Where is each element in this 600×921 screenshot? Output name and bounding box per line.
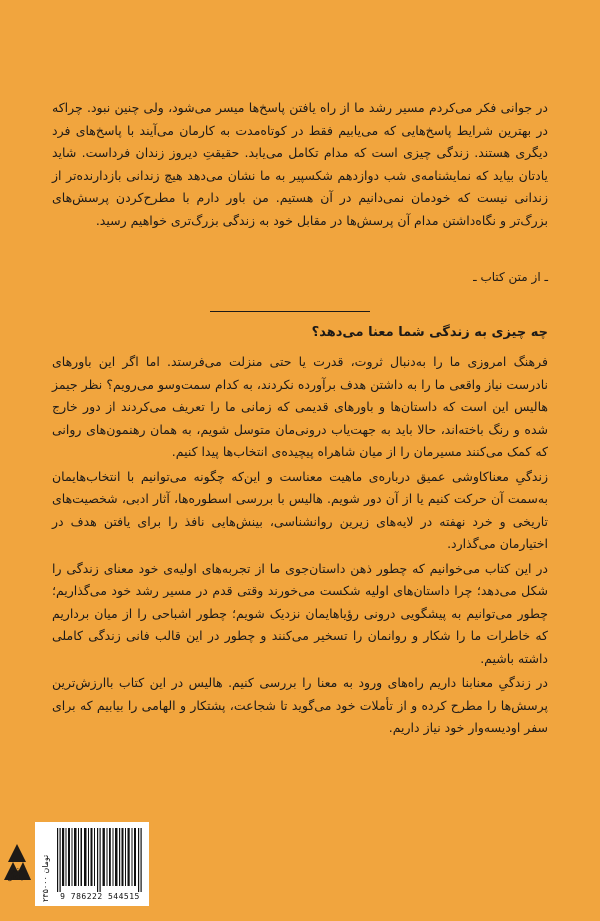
quote-text: در جوانی فکر می‌کردم مسیر رشد ما از راه یافتن پاسخ‌ها میسر می‌شود، ولی چنین نبود. چراکه در بهترین شرایط پاسخ‌هایی که می‌یابیم فقط در کوتاه‌مدت به کارمان می‌آیند با پاسخ‌های فرد دیگری هستند. زندگی چیزی است که مدام تکامل می‌یابد. حقیقتِ دیروز زندان فرداست. شاید یادتان بیاید که نمایشنامه‌ی شب دوازدهم شکسپیر به ما نشان می‌دهد هیچ زندانی بازدارنده‌تر از زندانی نیست که خودمان نمی‌دانیم در آن هستیم. من باور دارم با مطرح‌کردن پرسش‌های بزرگ‌تر و نگاه‌داشتن مدام آن پرسش‌ها در مقابل خود به زندگی بزرگ‌تری خواهیم رسید. xyxy=(52,100,548,228)
quote-source: ـ از متن کتاب ـ xyxy=(473,270,548,284)
description-paragraph: در این کتاب می‌خوانیم که چطور ذهن داستان‌جوی ما از تجربه‌های اولیه‌ی خود معنای زندگی را شکل می‌دهد؛ چرا داستان‌های اولیه شکست می‌خورند وقتی قدم در مسیر رشد خود می‌گذاریم؛ چطور می‌توانیم به پیشگویی درونی رؤیاهایمان نزدیک شویم؛ چطور اشباحی را از میان برداریم که خاطرات ما را شکار و روانمان را تسخیر می‌کنند و چطور در این قالب فانی زندگی کاملی داشته باشیم. xyxy=(52,560,548,666)
description-block xyxy=(52,351,548,742)
isbn-digits: 9 786222 544515 xyxy=(60,892,140,901)
barcode-icon xyxy=(55,828,145,892)
description-paragraph: فرهنگ امروزی ما را به‌دنبال ثروت، قدرت یا حتی منزلت می‌فرستد. اما اگر این باورهای نادرست نیاز واقعی ما را به داشتن هدف برآورده نکردند، به کدام سمت‌وسو می‌رویم؟ نظر جیمز هالیس این است که داستان‌ها و باورهای قدیمی که زمانی ما را تعریف می‌کردند از دور خارج شده و رنگ باخته‌اند، حالا باید به جهت‌یاب درونی‌مان متوسل شویم، به همان رهنمون‌های روانی که کمک می‌کنند مسیرمان را از میان شاهراه پیچیده‌ی انتخاب‌ها پیدا کنیم. xyxy=(52,354,548,459)
section-divider xyxy=(210,311,370,312)
description-paragraph: در زندگیِ معنابنا داریم راه‌های ورود به معنا را بررسی کنیم. هالیس در این کتاب باارزش‌ترین پرسش‌ها را مطرح کرده و از تأملات خود می‌گوید تا شجاعت، پشتکار و الهامی را بیابیم که برای سفر اودیسه‌وار خود نیاز داریم. xyxy=(52,675,548,735)
quote-block xyxy=(52,97,548,232)
barcode-box xyxy=(35,822,149,906)
description-paragraph: زندگیِ معناکاوشی عمیق درباره‌ی ماهیت معناست و این‌که چگونه می‌توانیم با انتخاب‌هایمان به‌سمت آن حرکت کنیم یا از آن دور شویم. هالیس با بررسی اسطوره‌ها، آثار ادبی، شخصیت‌های تاریخی و خرد نهفته در لایه‌های زیرین روانشناسی، بینش‌هایی نافذ را برای یافتن هدف در اختیارمان می‌گذارد. xyxy=(52,468,548,551)
price-label: ۲۳۵۰۰۰ تومان xyxy=(41,854,50,902)
publisher-name: نشر میلکان xyxy=(7,866,27,882)
section-heading: چه چیزی به زندگی شما معنا می‌دهد؟ xyxy=(311,325,548,340)
